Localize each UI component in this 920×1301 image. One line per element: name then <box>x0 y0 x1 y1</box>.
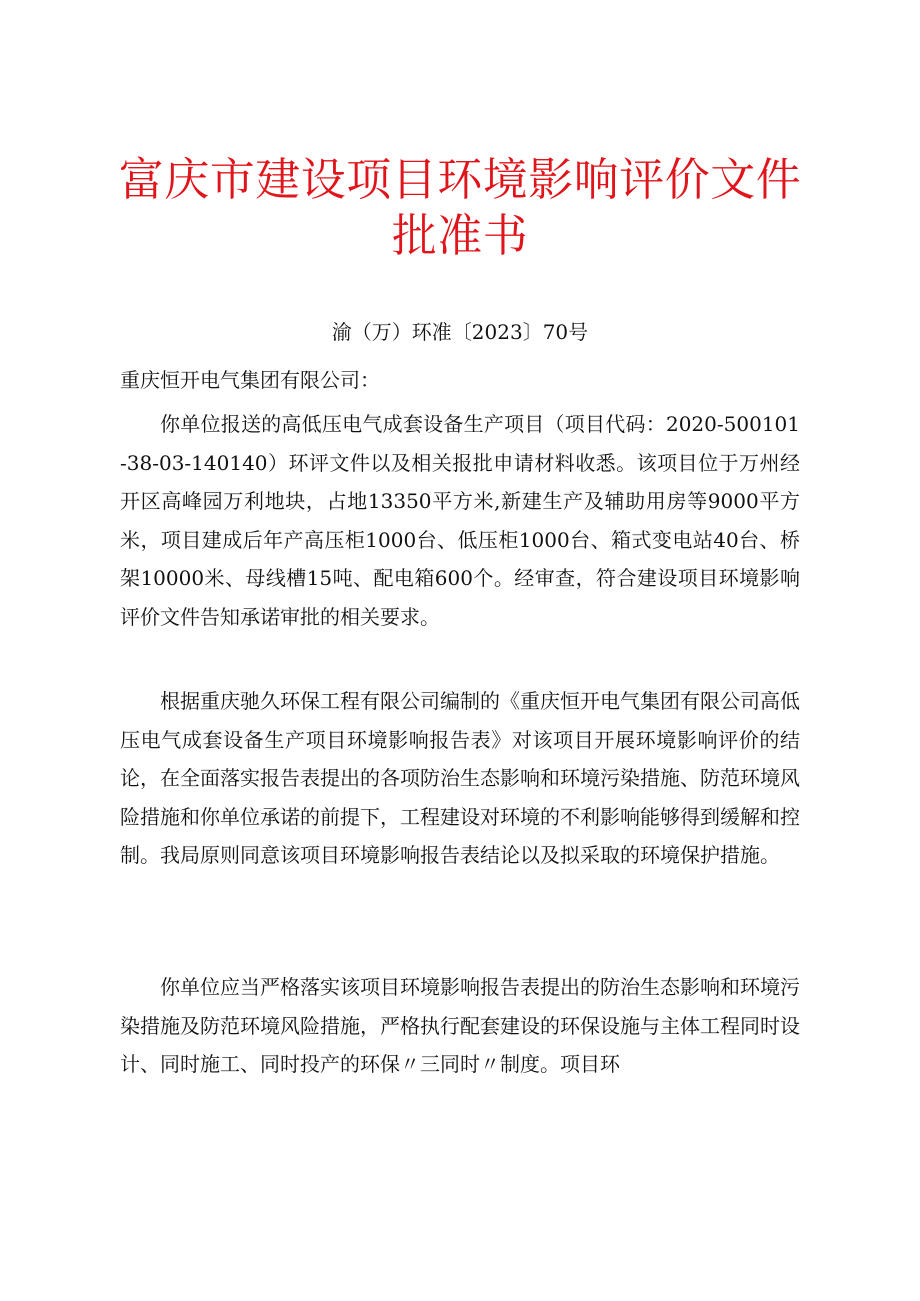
body-paragraph-1: 你单位报送的高低压电气成套设备生产项目（项目代码：2020-500101-38-03-140140）环评文件以及相关报批申请材料收悉。该项目位于万州经开区高峰园万利地块，占地13350平方米,新建生产及辅助用房等9000平方米，项目建成后年产高压柜1000台、低压柜1000台、箱式变电站40台、桥架10000米、母线槽15吨、配电箱600个。经审查，符合建设项目环境影响评价文件告知承诺审批的相关要求。 <box>120 412 800 629</box>
document-number: 渝（万）环准〔2023〕70号 <box>331 320 589 344</box>
body-paragraph-2: 根据重庆驰久环保工程有限公司编制的《重庆恒开电气集团有限公司高低压电气成套设备生产项目环境影响报告表》对该项目开展环境影响评价的结论，在全面落实报告表提出的各项防治生态影响和环境污染措施、防范环境风险措施和你单位承诺的前提下，工程建设对环境的不利影响能够得到缓解和控制。我局原则同意该项目环境影响报告表结论以及拟采取的环境保护措施。 <box>120 689 800 867</box>
body-paragraph-3: 你单位应当严格落实该项目环境影响报告表提出的防治生态影响和环境污染措施及防范环境风险措施，严格执行配套建设的环保设施与主体工程同时设计、同时施工、同时投产的环保〃三同时〃制度。项目环 <box>120 975 800 1076</box>
document-title-line-1: 富庆市建设项目环境影响评价文件 <box>118 153 802 206</box>
document-title-line-2: 批准书 <box>391 209 529 262</box>
addressee: 重庆恒开电气集团有限公司： <box>120 368 380 392</box>
